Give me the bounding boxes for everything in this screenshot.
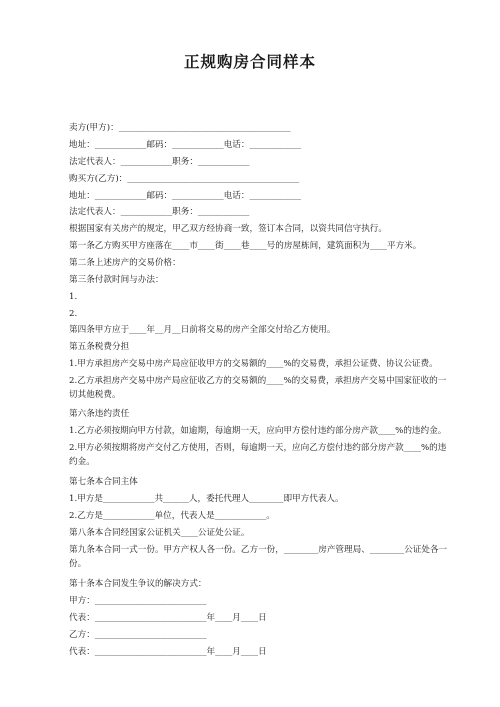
- article-9: 第九条本合同一式一份。甲方产权人各一份。乙方一份，________房产管理局、________公证处各一份。: [69, 545, 448, 569]
- article-3: 第三条付款时间与办法：: [69, 275, 164, 285]
- buyer-line: 购买方(乙方)：________________________________________: [69, 174, 300, 184]
- article-1: 第一条乙方购买甲方座落在____市____街____巷____号的房屋栋间，建筑面积为____平方米。: [69, 241, 422, 251]
- article-3-item-1: 1.: [69, 292, 78, 302]
- buyer-address-line: 地址：____________邮码：____________电话：____________: [69, 191, 302, 201]
- article-7: 第七条本合同主体: [69, 477, 138, 487]
- article-5: 第五条税费分担: [69, 342, 130, 352]
- party-b-representative-signature: 代表：__________________________年____月____日: [69, 647, 267, 657]
- seller-line: 卖方(甲方)：________________________________________: [69, 123, 291, 133]
- seller-representative-line: 法定代表人：____________职务：____________: [69, 157, 250, 167]
- party-a-representative-signature: 代表：__________________________年____月____日: [69, 613, 267, 623]
- article-7-item-1: 1.甲方是____________共______人，委托代理人________即甲方代表人。: [69, 494, 344, 504]
- article-8: 第八条本合同经国家公证机关____公证处公证。: [69, 528, 250, 538]
- article-6-item-2: 2.甲方必须按期将房产交付乙方使用，否则，每逾期一天，应向乙方偿付违约部分房产款____%的违约金。: [69, 443, 447, 467]
- buyer-representative-line: 法定代表人：____________职务：____________: [69, 207, 250, 217]
- party-a-signature: 甲方：__________________________: [69, 596, 207, 606]
- party-b-signature: 乙方：__________________________: [69, 630, 207, 640]
- preamble-text: 根据国家有关房产的规定，甲乙双方经协商一致，签订本合同，以资共同信守执行。: [69, 224, 387, 234]
- article-4: 第四条甲方应于____年__月__日前将交易的房产全部交付给乙方使用。: [69, 325, 336, 335]
- article-3-item-2: 2.: [69, 309, 78, 319]
- page-title: 正规购房合同样本: [183, 52, 316, 71]
- article-6: 第六条违约责任: [69, 409, 130, 419]
- article-7-item-2: 2.乙方是____________单位，代表人是____________。: [69, 511, 275, 521]
- article-2: 第二条上述房产的交易价格：: [69, 258, 181, 268]
- article-5-item-2: 2.乙方承担房产交易中房产局应征收乙方的交易额的____%的交易费，承担房产交易中国家征收的一切其他税费。: [69, 376, 447, 400]
- seller-address-line: 地址：____________邮码：____________电话：____________: [69, 140, 302, 150]
- article-6-item-1: 1.乙方必须按期向甲方付款，如逾期，每逾期一天，应向甲方偿付违约部分房产款____%的违约金。: [69, 426, 447, 436]
- article-10: 第十条本合同发生争议的解决方式：: [69, 579, 207, 589]
- article-5-item-1: 1.甲方承担房产交易中房产局应征收甲方的交易额的____%的交易费，承担公证费、协议公证费。: [69, 359, 438, 369]
